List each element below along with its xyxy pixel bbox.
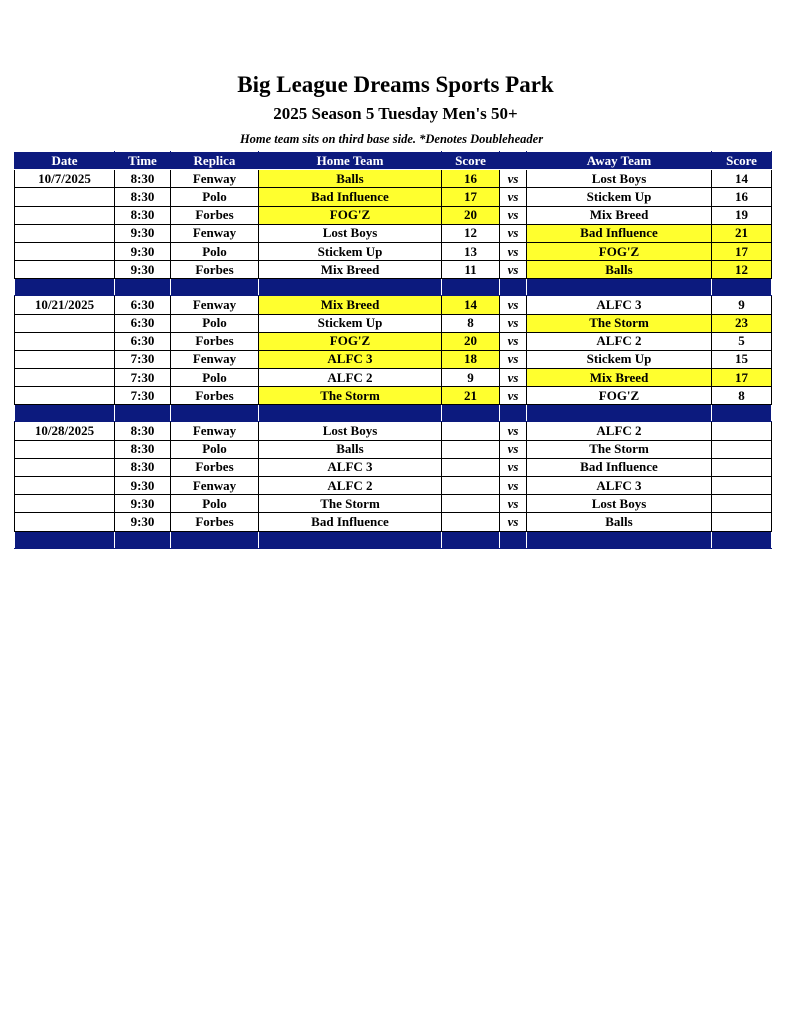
game-row <box>15 495 772 513</box>
game-time: 9:30 <box>115 477 171 495</box>
home-team: Stickem Up <box>259 314 442 332</box>
home-team: ALFC 3 <box>259 350 442 368</box>
home-score <box>442 422 500 440</box>
home-score: 21 <box>442 387 500 405</box>
home-team: Mix Breed <box>259 261 442 279</box>
home-score: 18 <box>442 350 500 368</box>
column-header-time: Time <box>115 152 171 170</box>
home-team: FOG'Z <box>259 332 442 350</box>
home-score: 20 <box>442 332 500 350</box>
separator-cell <box>527 531 712 548</box>
column-header-date: Date <box>15 152 115 170</box>
away-score: 17 <box>712 242 772 260</box>
separator-cell <box>500 279 527 296</box>
game-row <box>15 224 772 242</box>
home-score <box>442 513 500 531</box>
column-header-home-team: Home Team <box>259 152 442 170</box>
game-row <box>15 513 772 531</box>
separator-cell <box>712 531 772 548</box>
separator-cell <box>500 405 527 422</box>
game-replica-field: Polo <box>171 495 259 513</box>
game-time: 9:30 <box>115 224 171 242</box>
game-row <box>15 440 772 458</box>
away-team: ALFC 3 <box>527 296 712 314</box>
home-team: ALFC 2 <box>259 369 442 387</box>
away-score <box>712 422 772 440</box>
column-header-away-score: Score <box>712 152 772 170</box>
separator-cell <box>712 405 772 422</box>
game-date <box>15 495 115 513</box>
away-team: Bad Influence <box>527 458 712 476</box>
away-score: 16 <box>712 188 772 206</box>
game-row <box>15 314 772 332</box>
home-team: Balls <box>259 170 442 188</box>
page-title: Big League Dreams Sports Park <box>237 72 554 97</box>
schedule-note: Home team sits on third base side. *Denotes Doubleheader <box>239 132 544 146</box>
game-row <box>15 188 772 206</box>
away-team: Lost Boys <box>527 170 712 188</box>
away-score: 12 <box>712 261 772 279</box>
away-score: 21 <box>712 224 772 242</box>
page-subtitle: 2025 Season 5 Tuesday Men's 50+ <box>273 104 518 123</box>
game-date <box>15 513 115 531</box>
away-score <box>712 440 772 458</box>
game-time: 6:30 <box>115 296 171 314</box>
home-score: 16 <box>442 170 500 188</box>
away-team: Bad Influence <box>527 224 712 242</box>
away-team: FOG'Z <box>527 242 712 260</box>
game-time: 9:30 <box>115 242 171 260</box>
home-score: 17 <box>442 188 500 206</box>
away-team: ALFC 2 <box>527 332 712 350</box>
game-row <box>15 170 772 188</box>
vs-label: vs <box>500 350 527 368</box>
game-time: 9:30 <box>115 513 171 531</box>
away-team: The Storm <box>527 440 712 458</box>
game-replica-field: Polo <box>171 440 259 458</box>
away-score: 19 <box>712 206 772 224</box>
game-date <box>15 477 115 495</box>
vs-label: vs <box>500 188 527 206</box>
separator-cell <box>171 405 259 422</box>
vs-label: vs <box>500 458 527 476</box>
game-row <box>15 387 772 405</box>
separator-cell <box>259 531 442 548</box>
game-time: 8:30 <box>115 170 171 188</box>
home-score: 8 <box>442 314 500 332</box>
game-replica-field: Forbes <box>171 458 259 476</box>
away-team: ALFC 2 <box>527 422 712 440</box>
game-time: 7:30 <box>115 387 171 405</box>
home-team: The Storm <box>259 495 442 513</box>
game-row <box>15 422 772 440</box>
week-separator <box>15 531 772 548</box>
vs-label: vs <box>500 477 527 495</box>
away-team: Lost Boys <box>527 495 712 513</box>
separator-cell <box>171 531 259 548</box>
home-score: 9 <box>442 369 500 387</box>
game-time: 8:30 <box>115 188 171 206</box>
game-replica-field: Forbes <box>171 206 259 224</box>
vs-label: vs <box>500 261 527 279</box>
home-score: 14 <box>442 296 500 314</box>
column-header-away-team: Away Team <box>527 152 712 170</box>
home-team: Balls <box>259 440 442 458</box>
away-score: 17 <box>712 369 772 387</box>
away-score: 8 <box>712 387 772 405</box>
schedule-table <box>14 151 772 549</box>
game-time: 8:30 <box>115 422 171 440</box>
game-time: 9:30 <box>115 495 171 513</box>
home-team: Mix Breed <box>259 296 442 314</box>
game-row <box>15 369 772 387</box>
away-team: Balls <box>527 513 712 531</box>
game-date <box>15 458 115 476</box>
vs-label: vs <box>500 513 527 531</box>
game-replica-field: Fenway <box>171 296 259 314</box>
away-team: Mix Breed <box>527 369 712 387</box>
away-score: 5 <box>712 332 772 350</box>
game-date <box>15 350 115 368</box>
home-team: FOG'Z <box>259 206 442 224</box>
game-time: 7:30 <box>115 369 171 387</box>
home-score: 13 <box>442 242 500 260</box>
away-score <box>712 513 772 531</box>
home-score: 20 <box>442 206 500 224</box>
vs-label: vs <box>500 296 527 314</box>
game-replica-field: Polo <box>171 314 259 332</box>
column-header-replica: Replica <box>171 152 259 170</box>
away-team: The Storm <box>527 314 712 332</box>
home-team: ALFC 2 <box>259 477 442 495</box>
game-date: 10/28/2025 <box>15 422 115 440</box>
game-date <box>15 242 115 260</box>
schedule-body <box>15 170 772 548</box>
week-separator <box>15 405 772 422</box>
away-team: FOG'Z <box>527 387 712 405</box>
game-date <box>15 261 115 279</box>
game-time: 7:30 <box>115 350 171 368</box>
away-score: 9 <box>712 296 772 314</box>
game-replica-field: Forbes <box>171 332 259 350</box>
away-team: Mix Breed <box>527 206 712 224</box>
game-date <box>15 387 115 405</box>
game-date <box>15 369 115 387</box>
away-score: 15 <box>712 350 772 368</box>
vs-label: vs <box>500 369 527 387</box>
vs-label: vs <box>500 170 527 188</box>
column-header-vs <box>500 152 527 170</box>
away-score <box>712 458 772 476</box>
header-row <box>15 152 772 170</box>
column-header-home-score: Score <box>442 152 500 170</box>
game-replica-field: Fenway <box>171 224 259 242</box>
vs-label: vs <box>500 224 527 242</box>
separator-cell <box>15 279 115 296</box>
separator-cell <box>171 279 259 296</box>
game-replica-field: Fenway <box>171 170 259 188</box>
game-time: 6:30 <box>115 314 171 332</box>
game-date <box>15 206 115 224</box>
vs-label: vs <box>500 422 527 440</box>
home-team: Bad Influence <box>259 513 442 531</box>
away-team: Stickem Up <box>527 350 712 368</box>
game-time: 8:30 <box>115 458 171 476</box>
separator-cell <box>527 405 712 422</box>
game-row <box>15 458 772 476</box>
home-score: 11 <box>442 261 500 279</box>
away-team: Stickem Up <box>527 188 712 206</box>
separator-cell <box>259 405 442 422</box>
home-score <box>442 477 500 495</box>
game-row <box>15 242 772 260</box>
separator-cell <box>259 279 442 296</box>
game-row <box>15 261 772 279</box>
separator-cell <box>712 279 772 296</box>
separator-cell <box>442 279 500 296</box>
game-time: 8:30 <box>115 440 171 458</box>
separator-cell <box>115 531 171 548</box>
game-replica-field: Fenway <box>171 350 259 368</box>
home-team: Lost Boys <box>259 422 442 440</box>
vs-label: vs <box>500 314 527 332</box>
vs-label: vs <box>500 387 527 405</box>
home-score <box>442 458 500 476</box>
game-row <box>15 350 772 368</box>
game-replica-field: Forbes <box>171 513 259 531</box>
away-score: 14 <box>712 170 772 188</box>
separator-cell <box>500 531 527 548</box>
separator-cell <box>115 279 171 296</box>
home-team: Stickem Up <box>259 242 442 260</box>
game-replica-field: Forbes <box>171 261 259 279</box>
game-replica-field: Polo <box>171 188 259 206</box>
away-team: Balls <box>527 261 712 279</box>
away-team: ALFC 3 <box>527 477 712 495</box>
game-replica-field: Fenway <box>171 477 259 495</box>
home-team: The Storm <box>259 387 442 405</box>
separator-cell <box>442 405 500 422</box>
game-date: 10/21/2025 <box>15 296 115 314</box>
home-score: 12 <box>442 224 500 242</box>
game-date <box>15 188 115 206</box>
vs-label: vs <box>500 332 527 350</box>
vs-label: vs <box>500 495 527 513</box>
home-team: Bad Influence <box>259 188 442 206</box>
home-score <box>442 495 500 513</box>
away-score <box>712 495 772 513</box>
separator-cell <box>442 531 500 548</box>
game-row <box>15 206 772 224</box>
game-replica-field: Forbes <box>171 387 259 405</box>
away-score <box>712 477 772 495</box>
separator-cell <box>115 405 171 422</box>
game-replica-field: Polo <box>171 369 259 387</box>
game-row <box>15 477 772 495</box>
game-date <box>15 314 115 332</box>
home-score <box>442 440 500 458</box>
home-team: ALFC 3 <box>259 458 442 476</box>
game-time: 9:30 <box>115 261 171 279</box>
vs-label: vs <box>500 440 527 458</box>
game-time: 8:30 <box>115 206 171 224</box>
game-date <box>15 332 115 350</box>
separator-cell <box>15 531 115 548</box>
game-time: 6:30 <box>115 332 171 350</box>
game-replica-field: Polo <box>171 242 259 260</box>
home-team: Lost Boys <box>259 224 442 242</box>
game-date <box>15 224 115 242</box>
vs-label: vs <box>500 206 527 224</box>
week-separator <box>15 279 772 296</box>
game-date: 10/7/2025 <box>15 170 115 188</box>
game-row <box>15 296 772 314</box>
separator-cell <box>15 405 115 422</box>
away-score: 23 <box>712 314 772 332</box>
separator-cell <box>527 279 712 296</box>
vs-label: vs <box>500 242 527 260</box>
game-date <box>15 440 115 458</box>
game-replica-field: Fenway <box>171 422 259 440</box>
game-row <box>15 332 772 350</box>
